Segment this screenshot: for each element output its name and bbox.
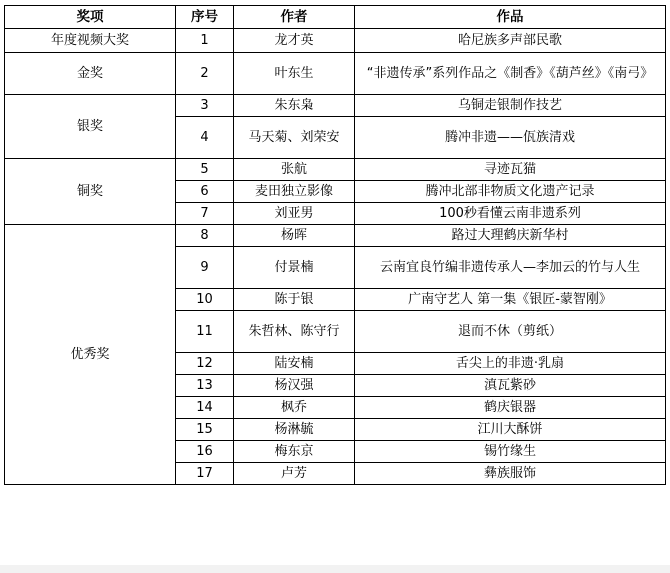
work-cell: 哈尼族多声部民歌 bbox=[355, 29, 666, 53]
work-cell: 路过大理鹤庆新华村 bbox=[355, 225, 666, 247]
award-cell: 年度视频大奖 bbox=[5, 29, 176, 53]
number-cell: 2 bbox=[176, 53, 234, 95]
work-cell: 乌铜走银制作技艺 bbox=[355, 95, 666, 117]
award-cell: 铜奖 bbox=[5, 159, 176, 225]
award-cell: 金奖 bbox=[5, 53, 176, 95]
number-cell: 3 bbox=[176, 95, 234, 117]
number-cell: 17 bbox=[176, 463, 234, 485]
author-cell: 麦田独立影像 bbox=[234, 181, 355, 203]
number-cell: 9 bbox=[176, 247, 234, 289]
number-cell: 4 bbox=[176, 117, 234, 159]
author-cell: 叶东生 bbox=[234, 53, 355, 95]
work-cell: 退而不休（剪纸） bbox=[355, 311, 666, 353]
author-cell: 卢芳 bbox=[234, 463, 355, 485]
table-row bbox=[5, 29, 666, 53]
author-cell: 梅东京 bbox=[234, 441, 355, 463]
bottom-page-edge bbox=[0, 565, 670, 573]
work-cell: 腾冲非遗——佤族清戏 bbox=[355, 117, 666, 159]
number-cell: 13 bbox=[176, 375, 234, 397]
author-cell: 陈于银 bbox=[234, 289, 355, 311]
header-number: 序号 bbox=[176, 6, 234, 29]
work-cell: 滇瓦紫砂 bbox=[355, 375, 666, 397]
work-cell: 彝族服饰 bbox=[355, 463, 666, 485]
header-award: 奖项 bbox=[5, 6, 176, 29]
work-cell: 腾冲北部非物质文化遗产记录 bbox=[355, 181, 666, 203]
table-row bbox=[5, 159, 666, 181]
author-cell: 朱东枭 bbox=[234, 95, 355, 117]
award-cell: 银奖 bbox=[5, 95, 176, 159]
header-author: 作者 bbox=[234, 6, 355, 29]
number-cell: 16 bbox=[176, 441, 234, 463]
number-cell: 15 bbox=[176, 419, 234, 441]
author-cell: 付景楠 bbox=[234, 247, 355, 289]
number-cell: 12 bbox=[176, 353, 234, 375]
header-work: 作品 bbox=[355, 6, 666, 29]
number-cell: 11 bbox=[176, 311, 234, 353]
number-cell: 7 bbox=[176, 203, 234, 225]
work-cell: 云南宜良竹编非遗传承人—李加云的竹与人生 bbox=[355, 247, 666, 289]
header-row bbox=[5, 6, 666, 29]
table-row bbox=[5, 225, 666, 247]
table-row bbox=[5, 53, 666, 95]
author-cell: 杨晖 bbox=[234, 225, 355, 247]
number-cell: 8 bbox=[176, 225, 234, 247]
award-table-container bbox=[4, 5, 666, 485]
author-cell: 龙才英 bbox=[234, 29, 355, 53]
award-table bbox=[4, 5, 666, 485]
work-cell: 鹤庆银器 bbox=[355, 397, 666, 419]
work-cell: 舌尖上的非遗·乳扇 bbox=[355, 353, 666, 375]
author-cell: 杨汉强 bbox=[234, 375, 355, 397]
table-row bbox=[5, 95, 666, 117]
author-cell: 枫乔 bbox=[234, 397, 355, 419]
number-cell: 1 bbox=[176, 29, 234, 53]
author-cell: 张航 bbox=[234, 159, 355, 181]
author-cell: 陆安楠 bbox=[234, 353, 355, 375]
work-cell: 江川大酥饼 bbox=[355, 419, 666, 441]
work-cell: 锡竹缘生 bbox=[355, 441, 666, 463]
work-cell: “非遗传承”系列作品之《制香》《葫芦丝》《南弓》 bbox=[355, 53, 666, 95]
number-cell: 14 bbox=[176, 397, 234, 419]
author-cell: 朱哲林、陈守行 bbox=[234, 311, 355, 353]
award-cell: 优秀奖 bbox=[5, 225, 176, 485]
author-cell: 杨淋毓 bbox=[234, 419, 355, 441]
work-cell: 100秒看懂云南非遗系列 bbox=[355, 203, 666, 225]
author-cell: 马天菊、刘荣安 bbox=[234, 117, 355, 159]
work-cell: 寻迹瓦猫 bbox=[355, 159, 666, 181]
number-cell: 6 bbox=[176, 181, 234, 203]
number-cell: 5 bbox=[176, 159, 234, 181]
number-cell: 10 bbox=[176, 289, 234, 311]
author-cell: 刘亚男 bbox=[234, 203, 355, 225]
work-cell: 广南守艺人 第一集《银匠-蒙智刚》 bbox=[355, 289, 666, 311]
